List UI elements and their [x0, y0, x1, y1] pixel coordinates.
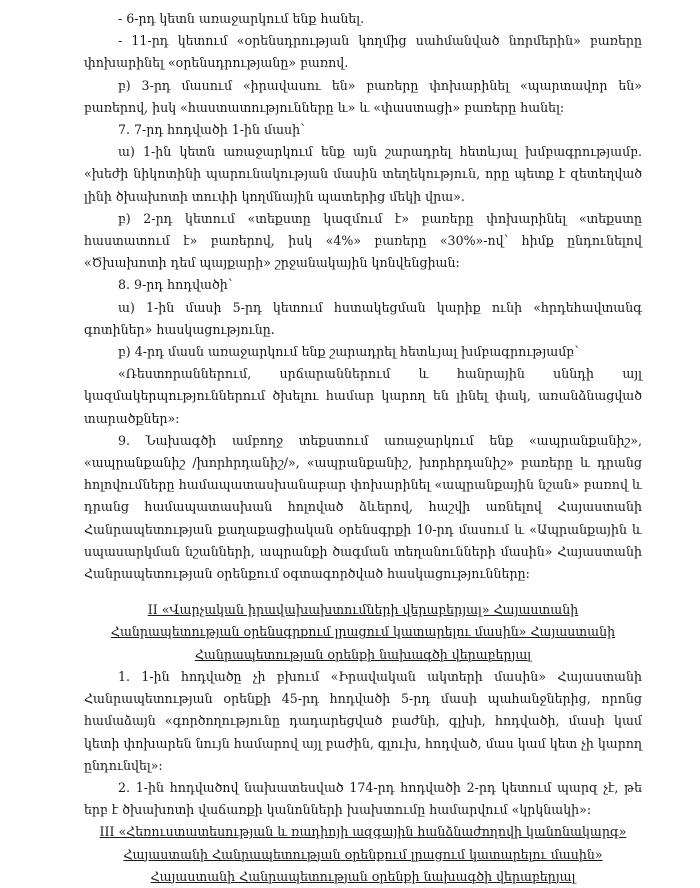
paragraph: 7. 7-րդ հոդվածի 1-ին մասի՝ — [118, 122, 305, 138]
paragraph: բ) 4-րդ մասն առաջարկում ենք շարադրել հետևյալ խմբագրությամբ՝ — [118, 344, 579, 360]
paragraph: բ) 2-րդ կետում «տեքստը կազմում է» բառերը փոխարինել «տեքստը հաստատում է» բառերով, իսկ «4%» բառերը «30%»-ով՝ հիմք ընդունելով «Ծխախոտի դեմ պայքարի» շրջանակային կոնվենցիան: — [84, 210, 642, 271]
paragraph: 8. 9-րդ հոդվածի՝ — [118, 277, 233, 293]
section-gap — [84, 585, 642, 599]
paragraph: ա) 1-ին մասի 5-րդ կետում հստակեցման կարիք ունի «հրդեհավտանգ գոտիներ» հասկացությունը. — [84, 299, 642, 337]
paragraph: - 11-րդ կետում «օրենսդրության կողմից սահմանված նորմերին» բառերը փոխարինել «օրենսդրությանը» բառով. — [84, 33, 642, 71]
paragraph: 9. Նախագծի ամբողջ տեքստում առաջարկում ենք «ապրանքանիշ», «ապրանքանիշ /խորհրդանիշ/», «ապրանքանիշ, խորհրդանիշ» բառերը և դրանց հոլովումները համապատասխանաբար փոխարինել «ապրանքային նշան» բառով և դրանց համապատասխան հոլոված ձևերով, հաշվի առնելով Հայաստանի Հանրապետության քաղաքացիական օրենսգրքի 10-րդ մասում և «Ապրանքային և սպասարկման նշանների, ապրանքի ծագման տեղանունների մասին» Հայաստանի Հանրապետության օրենքում օգտագործված հասկացությունները: — [84, 432, 642, 582]
paragraph: ա) 1-ին կետն առաջարկում ենք այն շարադրել հետևյալ խմբագրությամբ. «խեժի նիկոտինի պարունակության մասին տեղեկություն, որը պետք է զետեղված լինի ծխախոտի տուփի կողմնային պատերից մեկի վրա». — [84, 144, 642, 204]
section-heading-3: III «Հեռուստատեսության և ռադիոյի ազգային հանձնաժողովի կանոնակարգ» Հայաստանի Հանրապետության օրենքում լրացում կատարելու մասին» Հայաստանի Հանրապետության օրենքի նախագծի վերաբերյալ — [99, 824, 627, 884]
section-heading-2: II «Վարչական իրավախախտումների վերաբերյալ» Հայաստանի Հանրապետության օրենսգրքում լրացում կատարելու մասին» Հայաստանի Հանրապետության օրենքի նախագծի վերաբերյալ — [110, 602, 616, 662]
paragraph: 1. 1-ին հոդվածը չի բխում «Իրավական ակտերի մասին» Հայաստանի Հանրապետության օրենքի 45-րդ հոդվածի 5-րդ մասի պահանջներից, որոնց համաձայն «գործողությունը դադարեցված բաժնի, գլխի, հոդվածի, մասի կամ կետի փոխարեն նույն համարով այլ բաժին, գլուխ, հոդված, մաս կամ կետ չի կարող ընդունվել»: — [84, 668, 642, 773]
paragraph: - 6-րդ կետն առաջարկում ենք հանել. — [118, 11, 365, 26]
paragraph: բ) 3-րդ մասում «իրավասու են» բառերը փոխարինել «պարտավոր են» բառերով, իսկ «հաստատությունները և» և «փաստացի» բառերը հանել: — [84, 77, 642, 115]
paragraph: «Ռեստորաններում, սրճարաններում և հանրային սննդի այլ կազմակերպություններում ծխելու համար կարող են լինել փակ, առանձնացված տարածքներ»: — [84, 366, 642, 426]
paragraph: 2. 1-ին հոդվածով նախատեսված 174-րդ հոդվածի 2-րդ կետում պարզ չէ, թե երբ է ծխախոտի վաճառքի կանոնների խախտումը համարվում «կրկնակի»: — [84, 779, 642, 818]
